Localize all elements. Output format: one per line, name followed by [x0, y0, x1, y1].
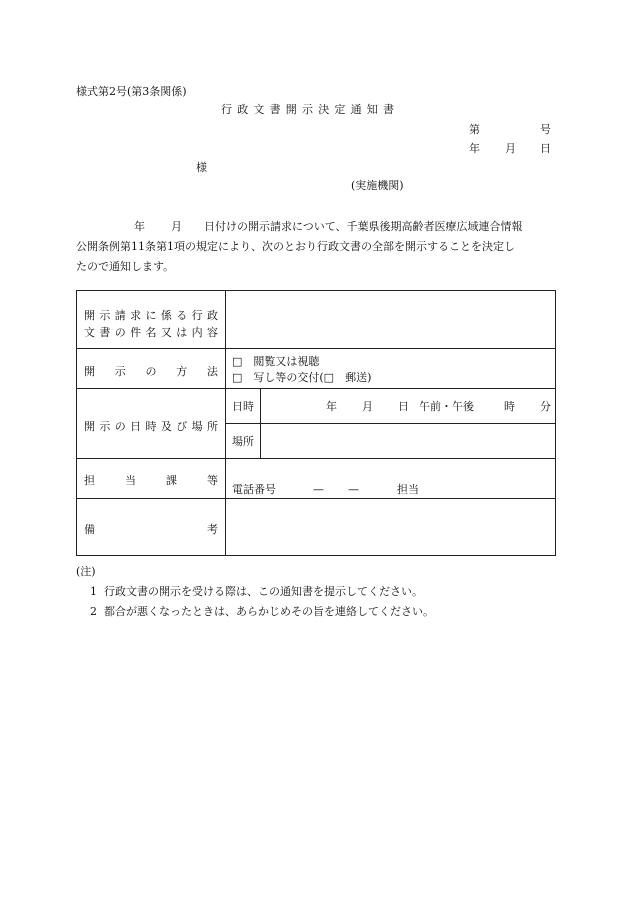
document-title: 行政文書開示決定通知書 [221, 103, 400, 116]
notes-heading: (注) [76, 565, 96, 578]
datetime-month: 月 [362, 400, 373, 413]
note-number: 1 [90, 585, 97, 598]
datetime-am-pm: 午前・午後 [419, 400, 474, 413]
issue-date-day: 日 [540, 142, 551, 155]
datetime-minute: 分 [540, 400, 551, 413]
addressee-honorific: 様 [196, 161, 207, 174]
disclosure-datetime-place-label-text: 開 示 の 日 時 及 び 場 所 [84, 420, 218, 433]
note-number: 2 [90, 605, 97, 618]
phone-number-label: 電話番号 [232, 483, 276, 496]
body-line1: 日付けの開示請求について、千葉県後期高齢者医療広域連合情報 [204, 220, 523, 233]
department-label-text: 担 当 課 等 [84, 474, 218, 487]
datetime-label: 日時 [232, 400, 254, 413]
phone-separator-2: — [348, 483, 359, 496]
person-in-charge-label: 担当 [397, 483, 419, 496]
method-option-copy-delivery: □ 写し等の交付(□ 郵送) [232, 371, 372, 384]
form-number-label: 様式第2号(第3条関係) [76, 85, 187, 98]
note-item [90, 606, 434, 617]
notice-body [76, 217, 558, 277]
place-label: 場所 [232, 435, 254, 448]
phone-separator-1: — [313, 483, 324, 496]
document-number-prefix: 第 [469, 123, 480, 136]
method-option-viewing: □ 閲覧又は視聴 [232, 355, 320, 368]
datetime-year: 年 [326, 400, 337, 413]
document-number-suffix: 号 [540, 123, 551, 136]
body-year: 年 [134, 220, 145, 233]
body-line3: たので通知します。 [76, 260, 175, 273]
body-line2: 公開条例第11条第1項の規定により、次のとおり行政文書の全部を開示することを決定し [76, 240, 515, 253]
implementing-agency: (実施機関) [351, 179, 404, 192]
note-item [90, 586, 423, 597]
datetime-hour: 時 [504, 400, 515, 413]
issue-date-year: 年 [469, 142, 480, 155]
requested-document-label-line1: 開 示 請 求 に 係 る 行 政 [84, 309, 218, 322]
body-month: 月 [171, 220, 182, 233]
datetime-day: 日 [398, 400, 409, 413]
requested-document-label-line2: 文 書 の 件 名 又 は 内 容 [84, 326, 218, 339]
issue-date-month: 月 [505, 142, 516, 155]
disclosure-table [76, 290, 556, 556]
note-text: 都合が悪くなったときは、あらかじめその旨を連絡してください。 [104, 605, 434, 618]
remarks-label-text: 備 考 [84, 523, 218, 536]
note-text: 行政文書の開示を受ける際は、この通知書を提示してください。 [104, 585, 423, 598]
disclosure-method-label-text: 開 示 の 方 法 [84, 365, 218, 378]
